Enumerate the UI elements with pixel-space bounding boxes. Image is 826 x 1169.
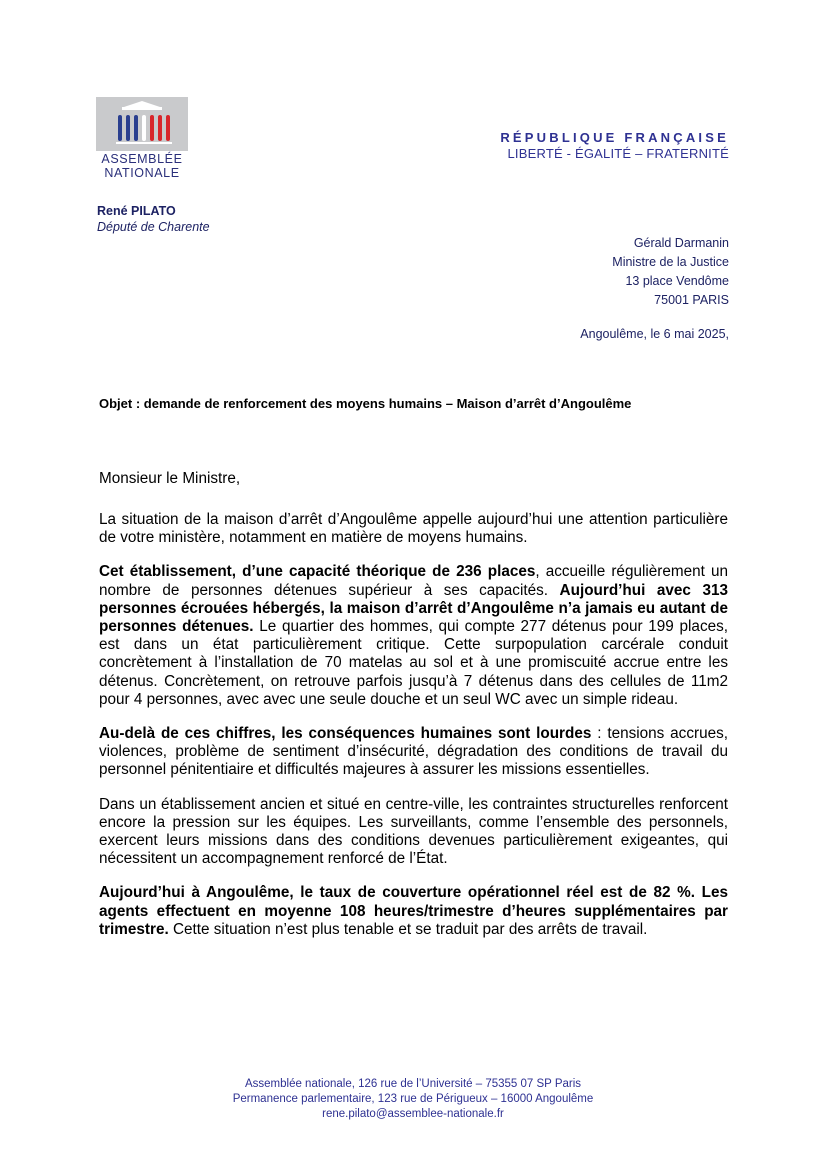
- paragraph-2: [99, 563, 728, 709]
- paragraph-2-text-2: Le quartier des hommes, qui compte 277 détenus pour 199 places, est dans un état particulièrement critique. Cette surpopulation carcérale conduit concrètement à l’installation de 70 matelas au sol et à une promiscuité accrue entre les détenus. Concrètement, on retrouve parfois jusqu’à 7 détenus dans des cellules de 11m2 pour 4 personnes, avec avec une seule douche et un seul WC avec un simple rideau.: [99, 618, 728, 708]
- recipient-block: [612, 234, 729, 310]
- paragraph-5-bold: Aujourd’hui à Angoulême, le taux de couverture opérationnel réel est de 82 %. Les agents effectuent en moyenne 108 heures/trimestre d’heures supplémentaires par trimestre.: [99, 884, 728, 938]
- assemblee-nationale-logo: [96, 97, 188, 181]
- letter-date: Angoulême, le 6 mai 2025,: [580, 327, 729, 341]
- paragraph-2-text-1: , accueille régulièrement un nombre de personnes détenues supérieur à ses capacités.: [99, 563, 728, 599]
- recipient-name: Gérald Darmanin: [633, 236, 729, 250]
- paragraph-1: La situation de la maison d’arrêt d’Angoulême appelle aujourd’hui une attention particulière de votre ministère, notamment en matière de moyens humains.: [99, 511, 728, 547]
- republique-francaise: RÉPUBLIQUE FRANÇAISE: [500, 130, 729, 145]
- recipient-address-1: 13 place Vendôme: [625, 274, 729, 288]
- greeting: Monsieur le Ministre,: [99, 470, 241, 487]
- paragraph-5: [99, 884, 728, 939]
- letter-subject: Objet : demande de renforcement des moyens humains – Maison d’arrêt d’Angoulême: [99, 396, 632, 411]
- paragraph-3-bold: Au-delà de ces chiffres, les conséquences humaines sont lourdes: [99, 725, 592, 743]
- footer-email: rene.pilato@assemblee-nationale.fr: [322, 1108, 504, 1120]
- hemicycle-icon: [96, 97, 188, 151]
- sender-block: [97, 203, 210, 235]
- footer-permanence: Permanence parlementaire, 123 rue de Périgueux – 16000 Angoulême: [232, 1093, 594, 1105]
- recipient-address-2: 75001 PARIS: [654, 293, 729, 307]
- devise: LIBERTÉ - ÉGALITÉ – FRATERNITÉ: [507, 146, 729, 161]
- republic-header: [500, 130, 729, 162]
- footer-address: Assemblée nationale, 126 rue de l’Université – 75355 07 SP Paris: [244, 1078, 582, 1090]
- logo-line-1: ASSEMBLÉE: [101, 152, 183, 166]
- logo-line-2: NATIONALE: [104, 166, 180, 180]
- paragraph-2-bold-1: Cet établissement, d’une capacité théorique de 236 places: [99, 563, 536, 581]
- sender-role: Député de Charente: [97, 220, 210, 234]
- letter-body: [99, 511, 728, 955]
- paragraph-3: [99, 725, 728, 780]
- paragraph-2-bold-2: Aujourd’hui avec 313 personnes écrouées hébergés, la maison d’arrêt d’Angoulême n’a jamais eu autant de personnes détenues.: [99, 581, 728, 636]
- paragraph-5-text: Cette situation n’est plus tenable et se traduit par des arrêts de travail.: [168, 920, 648, 938]
- paragraph-4: Dans un établissement ancien et situé en centre-ville, les contraintes structurelles renforcent encore la pression sur les équipes. Les surveillants, comme l’ensemble des personnels, exercent leurs missions dans des conditions devenues particulièrement exigeantes, qui nécessitent un accompagnement renforcé de l’État.: [99, 795, 728, 868]
- paragraph-3-text: : tensions accrues, violences, problème de sentiment d’insécurité, dégradation des conditions de travail du personnel pénitentiaire et difficultés majeures à assurer les missions essentielles.: [99, 725, 728, 779]
- letter-footer: [0, 1077, 826, 1122]
- recipient-title: Ministre de la Justice: [612, 255, 729, 269]
- sender-name: René PILATO: [97, 204, 176, 218]
